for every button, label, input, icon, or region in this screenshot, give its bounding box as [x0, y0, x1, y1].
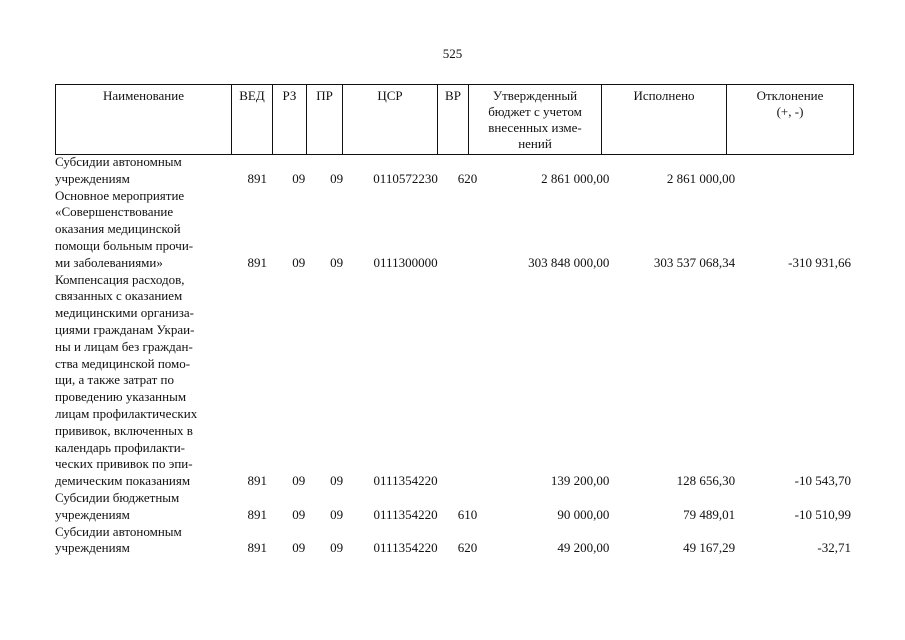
row-budget: 139 200,00: [550, 473, 610, 489]
header-csr: ЦСР: [343, 85, 438, 155]
row-pr: 09: [330, 540, 344, 556]
row-name: Субсидии автономным учреждениям: [55, 154, 182, 186]
row-ved: 891: [247, 473, 267, 489]
row-name: Субсидии автономным учреждениям: [55, 523, 182, 556]
row-ved: 891: [247, 540, 267, 556]
row-executed: 2 861 000,00: [666, 170, 736, 186]
row-budget: 49 200,00: [557, 540, 610, 556]
row-rz: 09: [292, 473, 306, 489]
row-pr: 09: [330, 254, 344, 270]
row-deviation: -10 510,99: [794, 506, 852, 522]
row-csr: 0111354220: [373, 540, 438, 556]
row-budget: 303 848 000,00: [528, 254, 610, 270]
row-name: Компенсация расходов, связанных с оказанием медицинскими организа- циями гражданам Украи- ны и лицам без граждан- ства медицинской помо- щи, а также затрат по проведению указанным лицам профилактических прививок, включенных в календарь профилакти- ческих прививок по эпи- демическим показаниям: [55, 271, 198, 489]
row-pr: 09: [330, 473, 344, 489]
row-pr: 09: [330, 506, 344, 522]
row-rz: 09: [292, 506, 306, 522]
row-csr: 0110572230: [373, 170, 438, 186]
header-vr: ВР: [438, 85, 469, 155]
row-rz: 09: [292, 540, 306, 556]
row-csr: 0111354220: [373, 506, 438, 522]
row-ved: 891: [247, 170, 267, 186]
row-csr: 0111354220: [373, 473, 438, 489]
table-row: [55, 154, 865, 188]
row-pr: 09: [330, 170, 344, 186]
header-deviation: Отклонение (+, -): [727, 85, 854, 155]
row-budget: 90 000,00: [557, 506, 610, 522]
page-number: 525: [442, 46, 463, 61]
row-executed: 49 167,29: [683, 540, 736, 556]
row-budget: 2 861 000,00: [541, 170, 610, 186]
header-executed: Исполнено: [602, 85, 727, 155]
table-body: [55, 154, 865, 557]
row-deviation: -32,71: [817, 540, 852, 556]
row-vr: 620: [457, 170, 478, 186]
row-ved: 891: [247, 254, 267, 270]
table-row: [55, 272, 865, 490]
header-name: Наименование: [56, 85, 232, 155]
row-executed: 79 489,01: [683, 506, 736, 522]
table-row: [55, 524, 865, 558]
table-row: [55, 188, 865, 272]
header-budget: Утвержденный бюджет с учетом внесенных изме- нений: [469, 85, 602, 155]
table-header: [55, 84, 854, 155]
header-pr: ПР: [307, 85, 343, 155]
row-executed: 303 537 068,34: [653, 254, 736, 270]
header-ved: ВЕД: [232, 85, 273, 155]
header-rz: РЗ: [273, 85, 307, 155]
row-name: Субсидии бюджетным учреждениям: [55, 489, 180, 522]
table-row: [55, 490, 865, 524]
row-deviation: -310 931,66: [788, 254, 852, 270]
row-executed: 128 656,30: [676, 473, 736, 489]
row-rz: 09: [292, 254, 306, 270]
row-rz: 09: [292, 170, 306, 186]
row-deviation: -10 543,70: [794, 473, 852, 489]
row-csr: 0111300000: [373, 254, 438, 270]
row-vr: 620: [457, 540, 478, 556]
row-name: Основное мероприятие «Совершенствование оказания медицинской помощи больным прочи- ми заболеваниями»: [55, 187, 194, 270]
row-vr: 610: [457, 506, 478, 522]
row-ved: 891: [247, 506, 267, 522]
